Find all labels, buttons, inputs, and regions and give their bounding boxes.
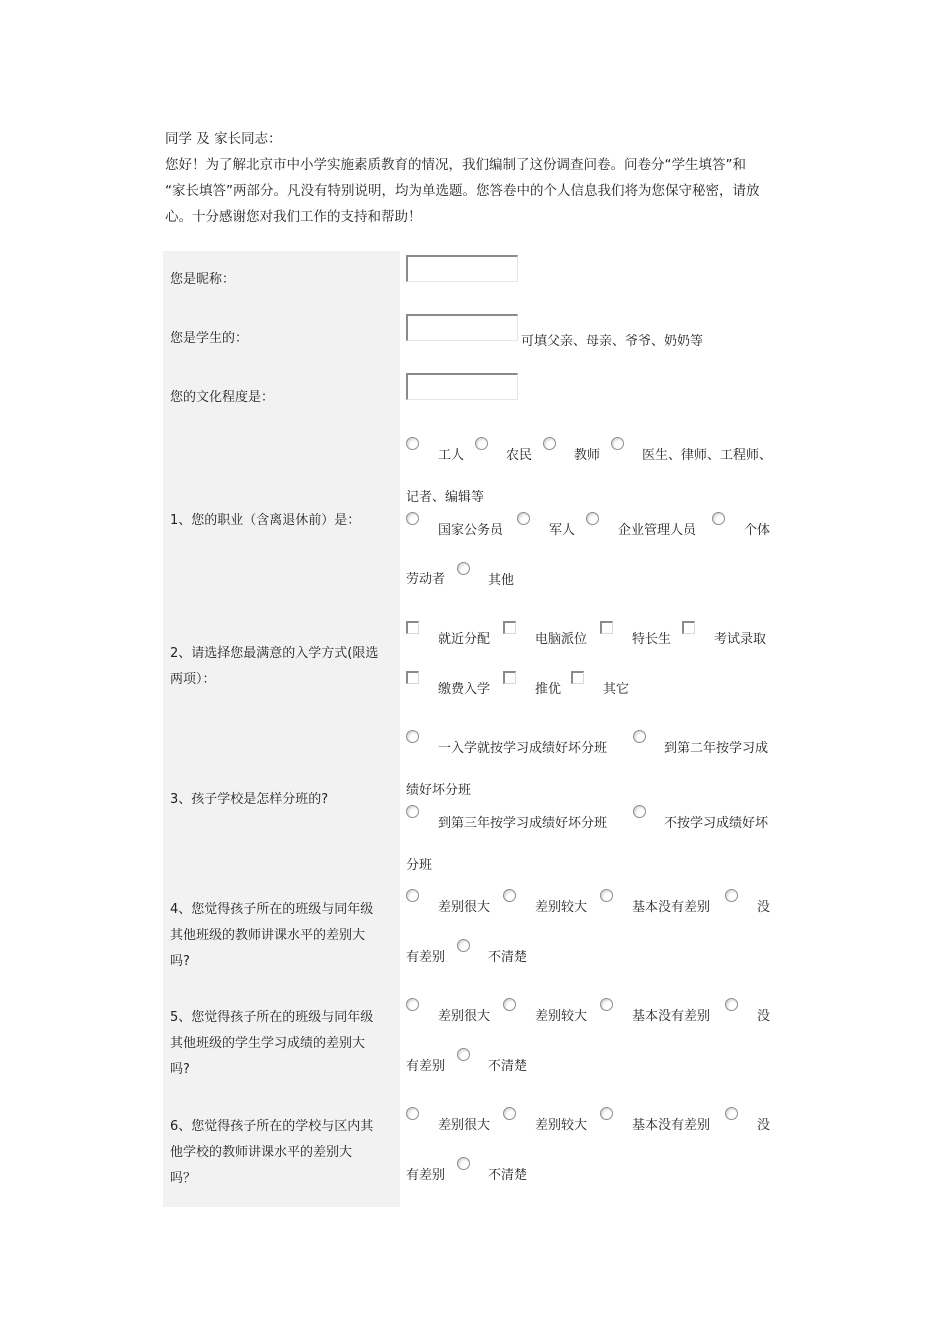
intro-text [165,126,795,230]
greeting: 同学 及 家长同志： [165,131,282,147]
relation-input[interactable] [406,314,518,341]
q2-label-line-2: 两项）： [170,672,216,687]
q5-label-line-1: 5、您觉得孩子所在的班级与同年级 [170,1010,374,1025]
radio-icon[interactable] [600,998,613,1011]
radio-icon[interactable] [586,512,599,525]
relation-label: 您是学生的： [170,331,249,346]
q3-label: 3、孩子学校是怎样分班的? [170,792,329,807]
radio-icon[interactable] [517,512,530,525]
radio-icon[interactable] [475,437,488,450]
checkbox-icon[interactable] [406,671,419,684]
q6-label-line-3: 吗？ [170,1171,197,1186]
education-input[interactable] [406,373,518,400]
radio-icon[interactable] [406,437,419,450]
radio-icon[interactable] [712,512,725,525]
radio-icon[interactable] [457,562,470,575]
radio-icon[interactable] [406,805,419,818]
radio-icon[interactable] [725,1107,738,1120]
q5-label-line-2: 其他班级的学生学习成绩的差别大 [170,1036,366,1051]
q4-label-line-3: 吗? [170,954,190,969]
q1-continuation-1: 记者、编辑等 [406,490,485,505]
radio-icon[interactable] [503,998,516,1011]
checkbox-icon[interactable] [682,621,695,634]
q6-continuation: 有差别 [406,1168,446,1183]
q6-label-line-2: 他学校的教师讲课水平的差别大 [170,1145,353,1160]
radio-icon[interactable] [725,998,738,1011]
radio-icon[interactable] [457,1157,470,1170]
q4-label-line-2: 其他班级的教师讲课水平的差别大 [170,928,366,943]
radio-icon[interactable] [543,437,556,450]
q3-continuation-1: 绩好坏分班 [406,783,472,798]
radio-icon[interactable] [503,1107,516,1120]
checkbox-icon[interactable] [571,671,584,684]
q1-label: 1、您的职业（含离退休前）是： [170,513,361,528]
intro-line-3: 心。十分感谢您对我们工作的支持和帮助！ [165,209,422,225]
radio-icon[interactable] [406,1107,419,1120]
checkbox-icon[interactable] [503,671,516,684]
radio-icon[interactable] [600,1107,613,1120]
q1-continuation-2: 劳动者 [406,572,446,587]
q3-continuation-2: 分班 [406,858,433,873]
nickname-label: 您是昵称： [170,272,236,287]
radio-icon[interactable] [406,998,419,1011]
radio-icon[interactable] [457,1048,470,1061]
checkbox-icon[interactable] [503,621,516,634]
nickname-input[interactable] [406,255,518,282]
checkbox-icon[interactable] [406,621,419,634]
q6-label-line-1: 6、您觉得孩子所在的学校与区内其 [170,1119,374,1134]
radio-icon[interactable] [457,939,470,952]
radio-icon[interactable] [406,889,419,902]
radio-icon[interactable] [406,512,419,525]
intro-line-1: 您好！为了解北京市中小学实施素质教育的情况，我们编制了这份调查问卷。问卷分“学生填答”和 [165,157,746,173]
radio-icon[interactable] [611,437,624,450]
radio-icon[interactable] [406,730,419,743]
radio-icon[interactable] [633,805,646,818]
q5-label-line-3: 吗? [170,1062,190,1077]
q5-continuation: 有差别 [406,1059,446,1074]
intro-line-2: “家长填答”两部分。凡没有特别说明，均为单选题。您答卷中的个人信息我们将为您保守秘密，请放 [165,183,760,199]
q4-continuation: 有差别 [406,950,446,965]
radio-icon[interactable] [725,889,738,902]
radio-icon[interactable] [503,889,516,902]
q4-label-line-1: 4、您觉得孩子所在的班级与同年级 [170,902,374,917]
radio-icon[interactable] [633,730,646,743]
checkbox-icon[interactable] [600,621,613,634]
relation-hint: 可填父亲、母亲、爷爷、奶奶等 [521,334,704,349]
education-label: 您的文化程度是： [170,390,275,405]
radio-icon[interactable] [600,889,613,902]
q2-label-line-1: 2、请选择您最满意的入学方式(限选 [170,646,379,661]
